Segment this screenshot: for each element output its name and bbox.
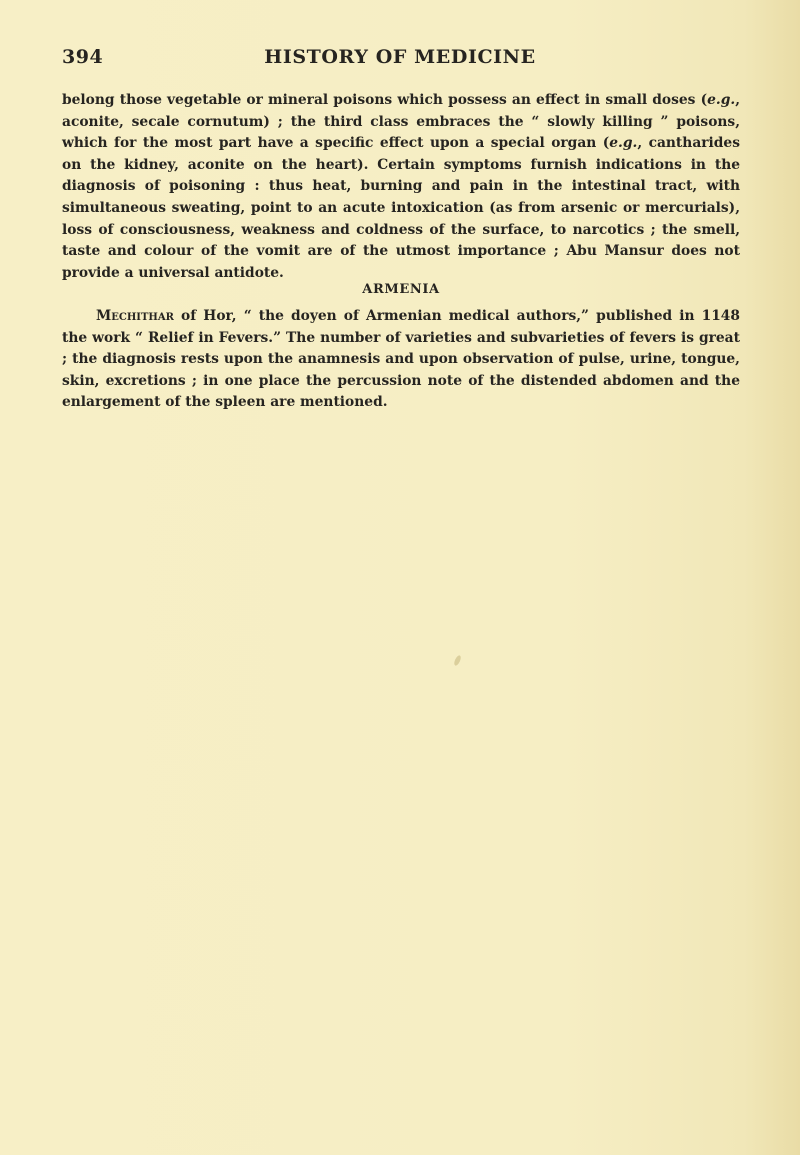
continuation-paragraph: [62, 90, 740, 284]
paragraph-text: [62, 90, 740, 284]
text-segment: belong those vegetable or mineral poisons which possess an effect in small doses (: [62, 92, 708, 108]
page-header: [62, 46, 738, 76]
abbreviation-eg: e.g.: [707, 92, 736, 108]
text-segment: of Hor, “ the doyen of Armenian medical authors,” published in 1148 the work “ Relief in Fevers.” The number of varieties and subvarieties of fevers is great ; the diagnosis rests upon the anamnesis and upon observation of pulse, urine, tongue, skin, excretions ; in one place the percussion note of the distended abdomen and the enlargement of the spleen are mentioned.: [62, 308, 740, 411]
abbreviation-eg: e.g.: [609, 135, 638, 152]
paper-smudge: [453, 654, 462, 666]
running-title: HISTORY OF MEDICINE: [264, 46, 536, 68]
text-segment: , aconite, secale cornutum) ; the third class embraces the “ slowly killing ” poisons, which for the most part have a specific effect upon a special organ (: [62, 92, 740, 152]
paragraph-text: [62, 306, 740, 414]
section-paragraph: [62, 306, 740, 414]
author-name: Mechithar: [96, 308, 174, 324]
page-number: 394: [62, 46, 104, 68]
text-segment: , cantharides on the kidney, aconite on the heart). Certain symptoms furnish indications in the diagnosis of poisoning : thus heat, burning and pain in the intestinal tract, with simultaneous sweating, point to an acute intoxication (as from arsenic or mercurials), loss of consciousness, weakness and coldness of the surface, to narcotics ; the smell, taste and colour of the vomit are of the utmost importance ; Abu Mansur does not provide a universal antidote.: [62, 135, 740, 281]
section-heading: ARMENIA: [362, 282, 440, 297]
